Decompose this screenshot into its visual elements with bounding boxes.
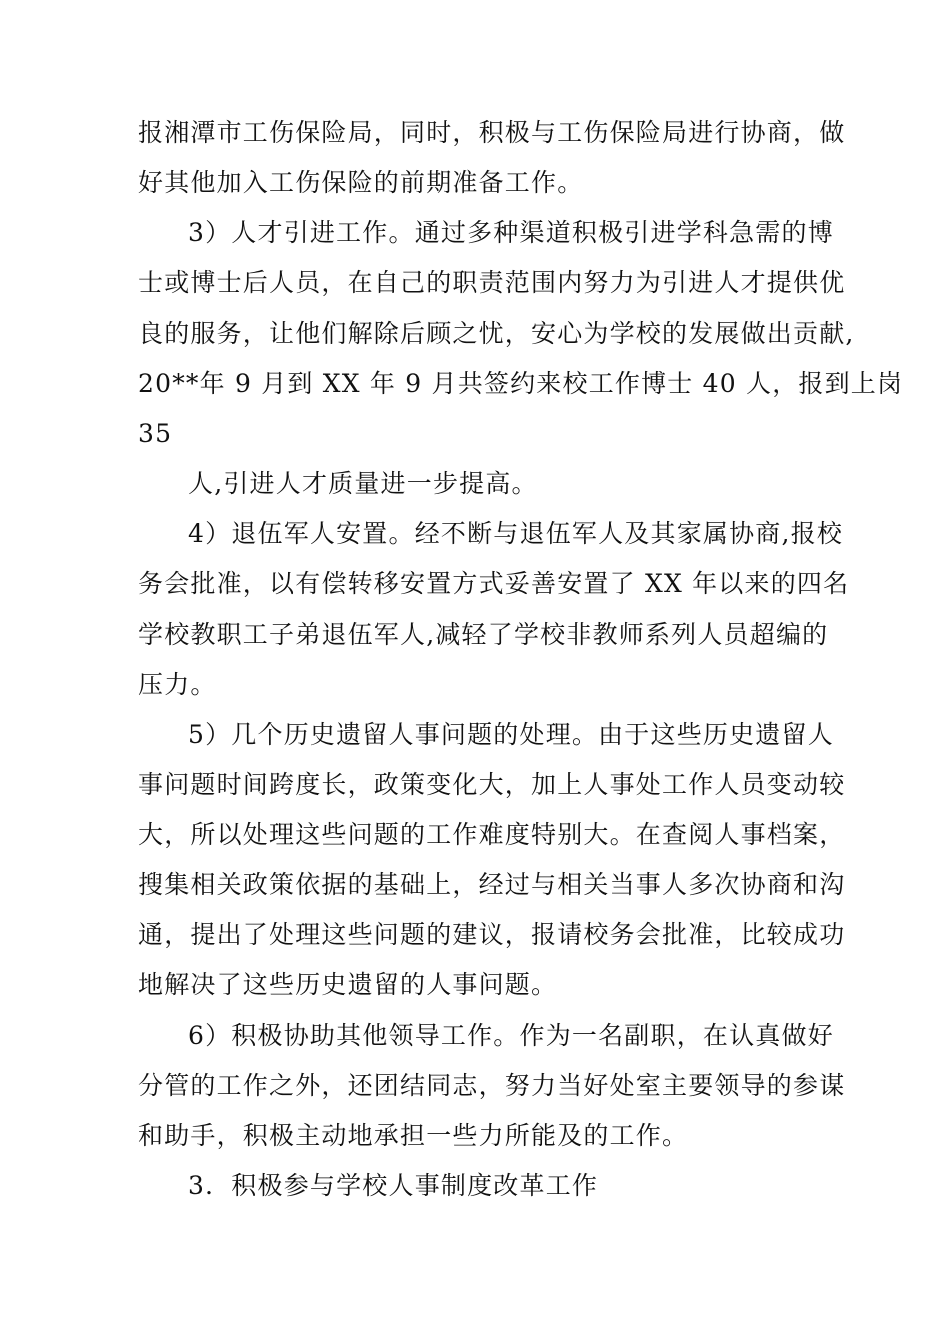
paragraph-start-line: 6）积极协助其他领导工作。作为一名副职，在认真做好 xyxy=(188,1021,834,1050)
text-line: 学校教职工子弟退伍军人,减轻了学校非教师系列人员超编的 xyxy=(138,620,829,649)
paragraph-start-line: 4）退伍军人安置。经不断与退伍军人及其家属协商,报校 xyxy=(188,519,844,548)
paragraph-start-line: 5）几个历史遗留人事问题的处理。由于这些历史遗留人 xyxy=(188,720,834,749)
text-line: 大，所以处理这些问题的工作难度特别大。在查阅人事档案， xyxy=(138,820,846,849)
text-line: 好其他加入工伤保险的前期准备工作。 xyxy=(138,168,584,197)
text-line: 人,引进人才质量进一步提高。 xyxy=(188,469,538,498)
text-line: 35 xyxy=(138,419,173,448)
section-heading: 3．积极参与学校人事制度改革工作 xyxy=(188,1171,599,1200)
text-line: 通，提出了处理这些问题的建议，报请校务会批准，比较成功 xyxy=(138,920,846,949)
text-line: 事问题时间跨度长，政策变化大，加上人事处工作人员变动较 xyxy=(138,770,846,799)
paragraph-start-line: 3）人才引进工作。通过多种渠道积极引进学科急需的博 xyxy=(188,218,834,247)
text-line: 务会批准，以有偿转移安置方式妥善安置了 XX 年以来的四名 xyxy=(138,569,850,598)
text-line: 压力。 xyxy=(138,670,217,699)
text-line: 搜集相关政策依据的基础上，经过与相关当事人多次协商和沟 xyxy=(138,870,846,899)
text-line: 和助手，积极主动地承担一些力所能及的工作。 xyxy=(138,1121,689,1150)
text-line: 地解决了这些历史遗留的人事问题。 xyxy=(138,970,558,999)
text-line: 良的服务，让他们解除后顾之忧，安心为学校的发展做出贡献, xyxy=(138,319,855,348)
text-line: 分管的工作之外，还团结同志，努力当好处室主要领导的参谋 xyxy=(138,1071,846,1100)
text-line: 报湘潭市工伤保险局，同时，积极与工伤保险局进行协商，做 xyxy=(138,118,846,147)
text-line: 士或博士后人员，在自己的职责范围内努力为引进人才提供优 xyxy=(138,268,846,297)
text-line: 20**年 9 月到 XX 年 9 月共签约来校工作博士 40 人，报到上岗 xyxy=(138,369,904,398)
